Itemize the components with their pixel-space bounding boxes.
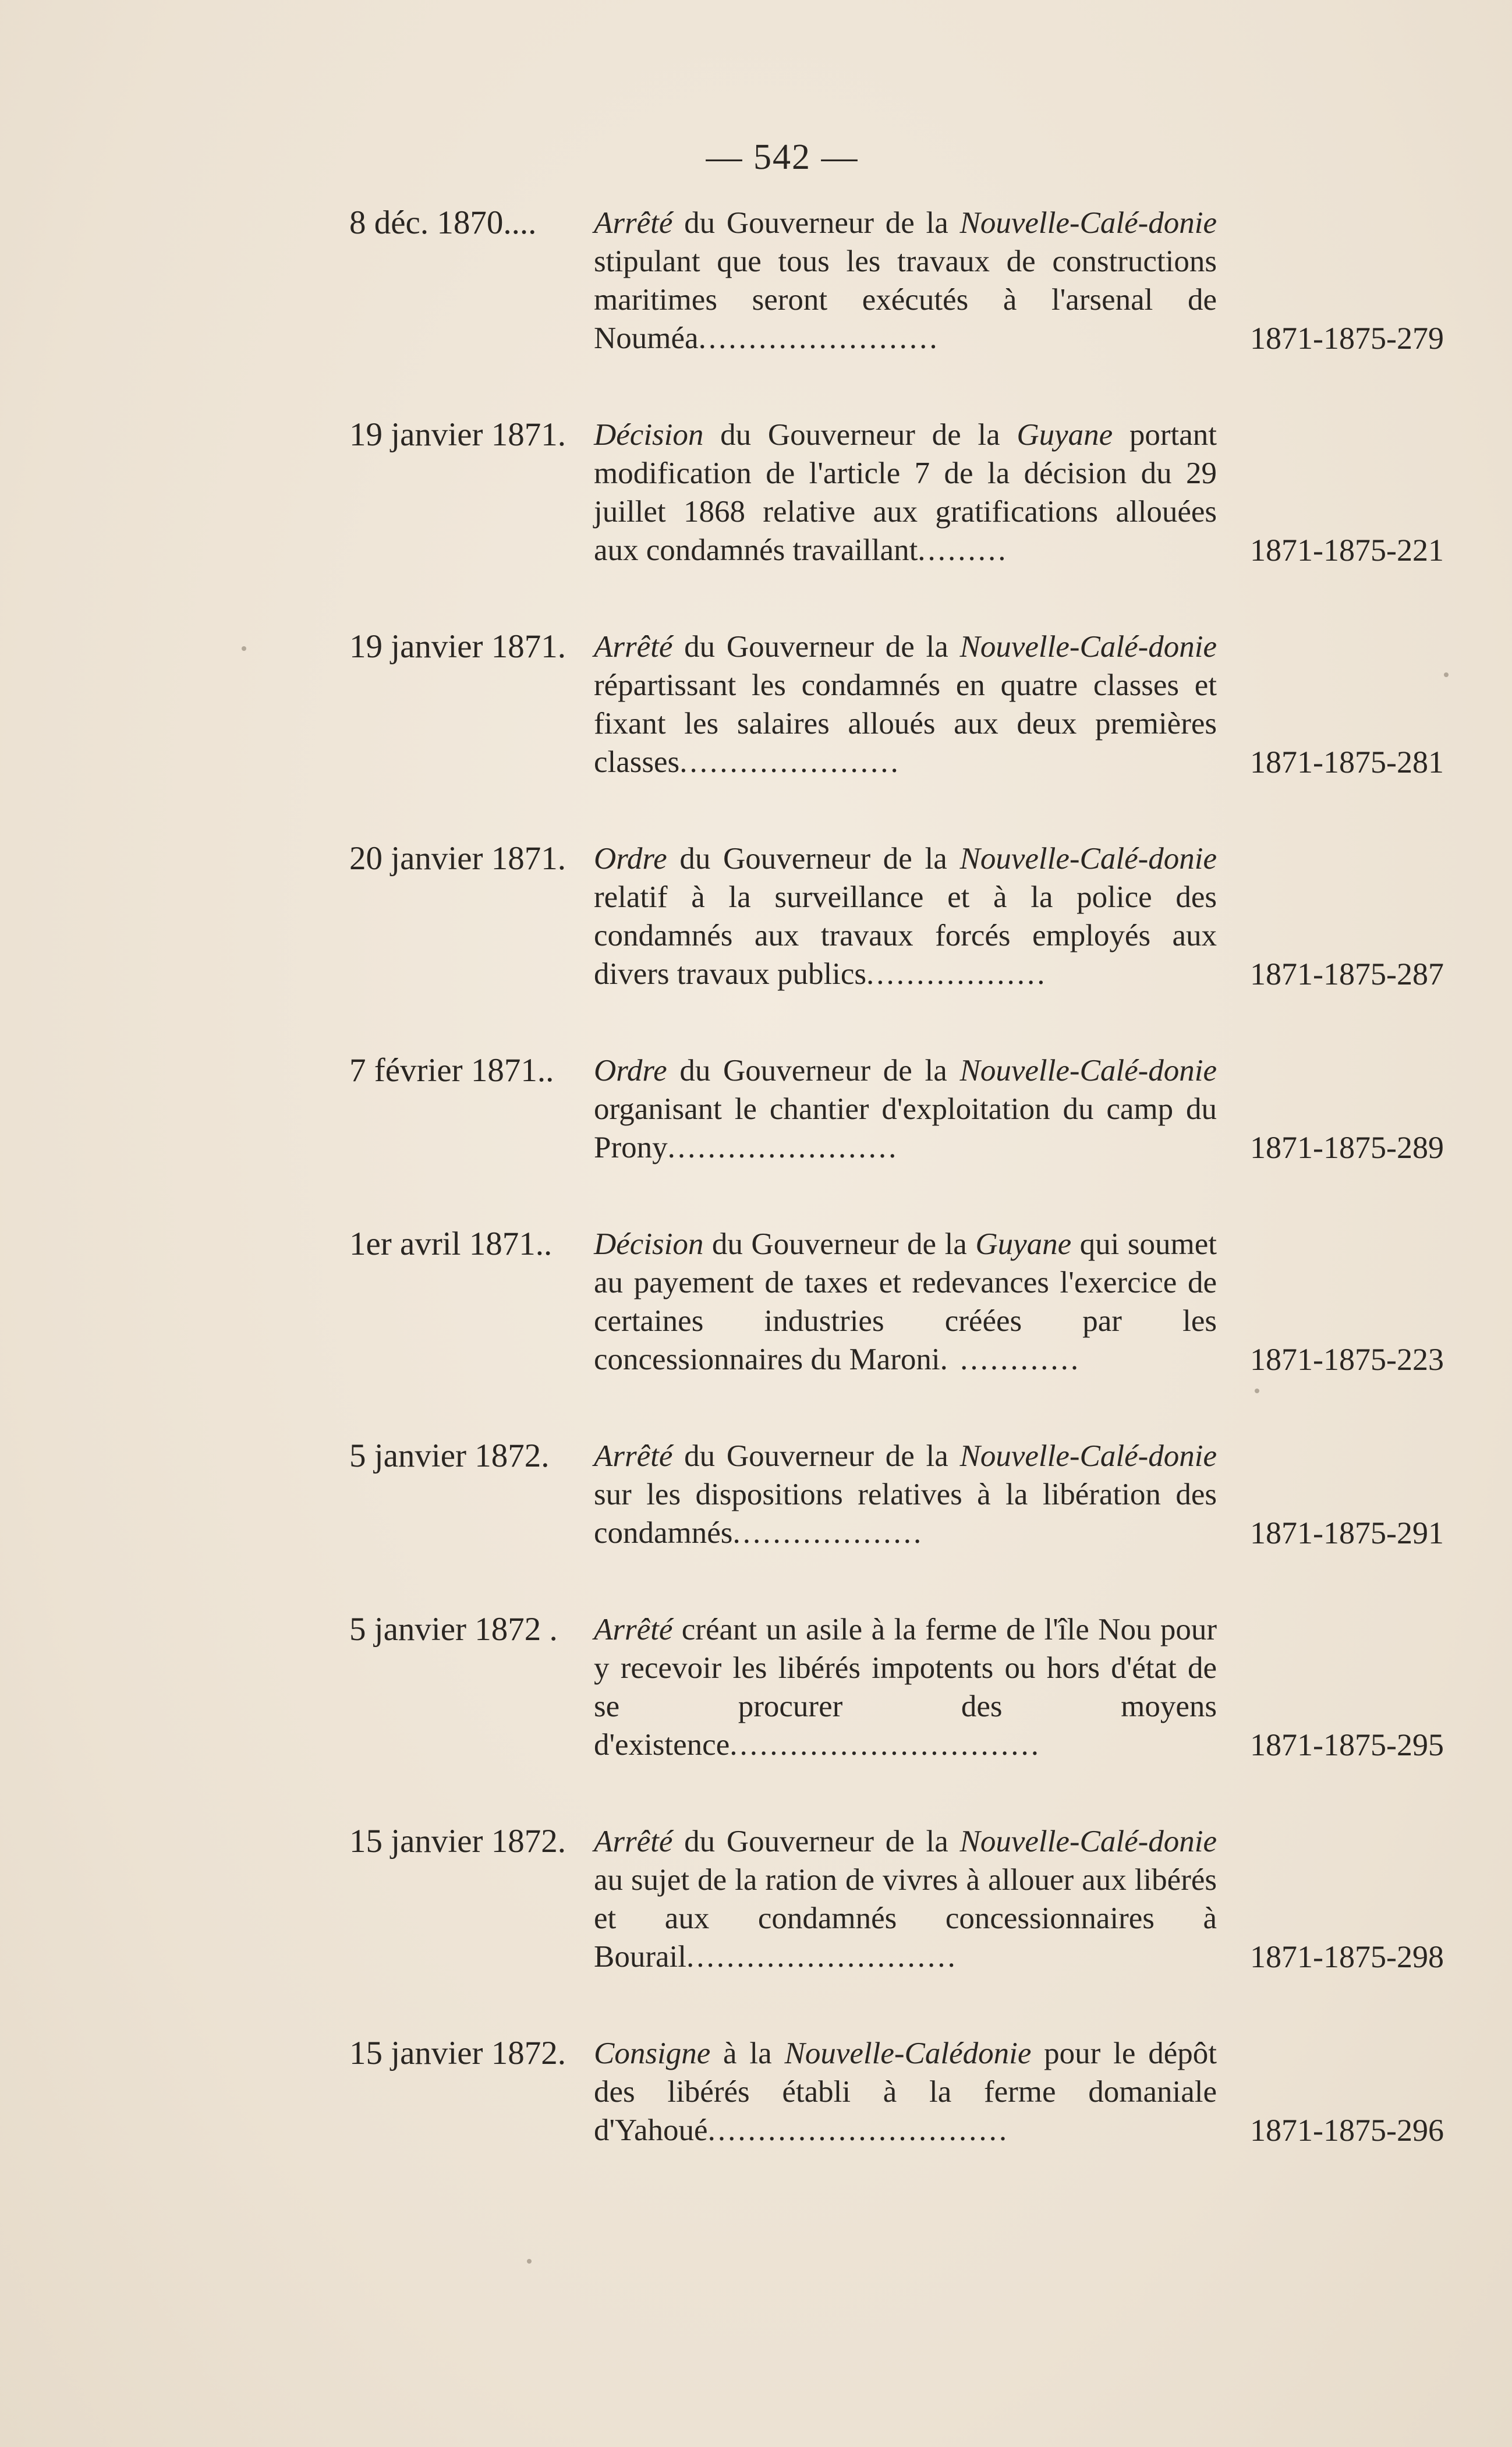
- entry-reference: 1871-1875-279: [1250, 321, 1444, 356]
- entry-text: stipulant que tous les travaux de constructions maritimes seront exécutés à l'arsenal de Nouméa: [594, 245, 1217, 355]
- entry-text: organisant le chantier d'exploitation du camp du Prony: [594, 1092, 1217, 1164]
- list-item: [349, 204, 1444, 357]
- entry-date: 8 déc. 1870....: [349, 204, 537, 241]
- entry-description: [594, 1225, 1217, 1379]
- entry-reference: 1871-1875-287: [1250, 957, 1444, 991]
- entry-colony: Nouvelle-Calé-donie: [959, 1439, 1217, 1473]
- entry-colony: Guyane: [1017, 418, 1113, 452]
- entry-description: [594, 628, 1217, 781]
- entry-text: du Gouverneur de la: [703, 418, 1017, 452]
- entry-description: [594, 1437, 1217, 1552]
- entry-date: 15 janvier 1872.: [349, 1823, 566, 1860]
- page-number: — 542 —: [706, 137, 859, 177]
- entry-act-type: Ordre: [594, 1054, 667, 1088]
- entry-description: [594, 416, 1217, 569]
- entry-act-type: Arrêté: [594, 1439, 673, 1473]
- entry-description: [594, 204, 1217, 357]
- entry-date: 1er avril 1871..: [349, 1226, 553, 1262]
- entry-colony: Nouvelle-Calé-donie: [959, 842, 1217, 876]
- dot-leader: ........................: [698, 321, 940, 355]
- entry-colony: Nouvelle-Calédonie: [784, 2037, 1032, 2070]
- entry-text: au sujet de la ration de vivres à allouer aux libérés et aux condamnés concessionnaires à Bourail: [594, 1863, 1217, 1974]
- entry-description: [594, 840, 1217, 993]
- list-item: [349, 2034, 1444, 2149]
- entry-colony: Nouvelle-Calé-donie: [959, 1825, 1217, 1858]
- entry-colony: Guyane: [975, 1227, 1072, 1261]
- entry-act-type: Ordre: [594, 842, 667, 876]
- entry-text: créant un asile à la ferme de l'île Nou pour y recevoir les libérés impotents ou hors d'état de se procurer des moyens d'existence: [594, 1613, 1217, 1762]
- entry-act-type: Arrêté: [594, 206, 673, 240]
- entry-date: 5 janvier 1872.: [349, 1437, 550, 1474]
- entry-text: du Gouverneur de la: [672, 1439, 960, 1473]
- entry-text: portant modification de l'article 7 de la décision du 29 juillet 1868 relative aux gratifications allouées aux condamnés travaillant: [594, 418, 1217, 567]
- entry-text: du Gouverneur de la: [667, 842, 960, 876]
- entry-act-type: Décision: [594, 1227, 704, 1261]
- list-item: [349, 628, 1444, 781]
- paper-speck: [1255, 1389, 1259, 1393]
- dot-leader: ...........................: [686, 1940, 958, 1974]
- entry-description: [594, 1822, 1217, 1976]
- list-item: [349, 1822, 1444, 1976]
- entry-reference: 1871-1875-291: [1250, 1515, 1444, 1550]
- entry-text: du Gouverneur de la: [672, 206, 960, 240]
- dot-leader: .........: [918, 533, 1008, 567]
- entry-reference: 1871-1875-296: [1250, 2113, 1444, 2148]
- entry-text: répartissant les condamnés en quatre classes et fixant les salaires alloués aux deux premières classes: [594, 668, 1217, 779]
- entry-act-type: Arrêté: [594, 1613, 673, 1646]
- list-item: [349, 1437, 1444, 1552]
- entry-reference: 1871-1875-289: [1250, 1130, 1444, 1165]
- entry-reference: 1871-1875-295: [1250, 1727, 1444, 1762]
- dot-leader: ..................: [866, 957, 1047, 991]
- entry-description: [594, 2034, 1217, 2149]
- entry-text: du Gouverneur de la: [672, 1825, 960, 1858]
- entry-text: pour le dépôt des libérés établi à la ferme domaniale d'Yahoué: [594, 2037, 1217, 2147]
- entry-date: 19 janvier 1871.: [349, 416, 566, 453]
- entry-colony: Nouvelle-Calé-donie: [959, 206, 1217, 240]
- entry-text: du Gouverneur de la: [703, 1227, 976, 1261]
- entry-text: du Gouverneur de la: [667, 1054, 960, 1088]
- entry-act-type: Consigne: [594, 2037, 711, 2070]
- list-item: [349, 1225, 1444, 1379]
- entry-date: 19 janvier 1871.: [349, 628, 566, 665]
- entries-list: [349, 204, 1444, 2208]
- entry-colony: Nouvelle-Calé-donie: [959, 1054, 1217, 1088]
- entry-reference: 1871-1875-223: [1250, 1342, 1444, 1377]
- list-item: [349, 840, 1444, 993]
- dot-leader: ...............................: [730, 1728, 1041, 1762]
- list-item: [349, 1051, 1444, 1167]
- entry-reference: 1871-1875-281: [1250, 745, 1444, 780]
- dot-leader: ..............................: [707, 2113, 1010, 2147]
- entry-text: qui soumet au payement de taxes et redevances l'exercice de certaines industries créées par les concessionnaires du Maroni: [594, 1227, 1217, 1376]
- paper-speck: [242, 646, 246, 651]
- dot-leader: . ............: [940, 1343, 1081, 1376]
- entry-text: à la: [710, 2037, 785, 2070]
- entry-date: 5 janvier 1872 .: [349, 1611, 558, 1648]
- entry-reference: 1871-1875-221: [1250, 533, 1444, 568]
- paper-speck: [527, 2259, 532, 2264]
- entry-act-type: Arrêté: [594, 1825, 673, 1858]
- paper-speck: [1444, 672, 1449, 677]
- dot-leader: ......................: [679, 745, 901, 779]
- entry-date: 7 février 1871..: [349, 1052, 554, 1089]
- entry-date: 20 janvier 1871.: [349, 840, 566, 877]
- entry-description: [594, 1051, 1217, 1167]
- entry-text: sur les dispositions relatives à la libération des condamnés: [594, 1478, 1217, 1550]
- entry-text: du Gouverneur de la: [672, 630, 960, 664]
- dot-leader: .......................: [667, 1131, 899, 1164]
- entry-act-type: Arrêté: [594, 630, 673, 664]
- dot-leader: ...................: [732, 1516, 924, 1550]
- entry-date: 15 janvier 1872.: [349, 2035, 566, 2071]
- entry-act-type: Décision: [594, 418, 704, 452]
- entry-text: relatif à la surveillance et à la police des condamnés aux travaux forcés employés aux divers travaux publics: [594, 880, 1217, 991]
- entry-colony: Nouvelle-Calé-donie: [959, 630, 1217, 664]
- list-item: [349, 1610, 1444, 1764]
- entry-description: [594, 1610, 1217, 1764]
- entry-reference: 1871-1875-298: [1250, 1939, 1444, 1974]
- list-item: [349, 416, 1444, 569]
